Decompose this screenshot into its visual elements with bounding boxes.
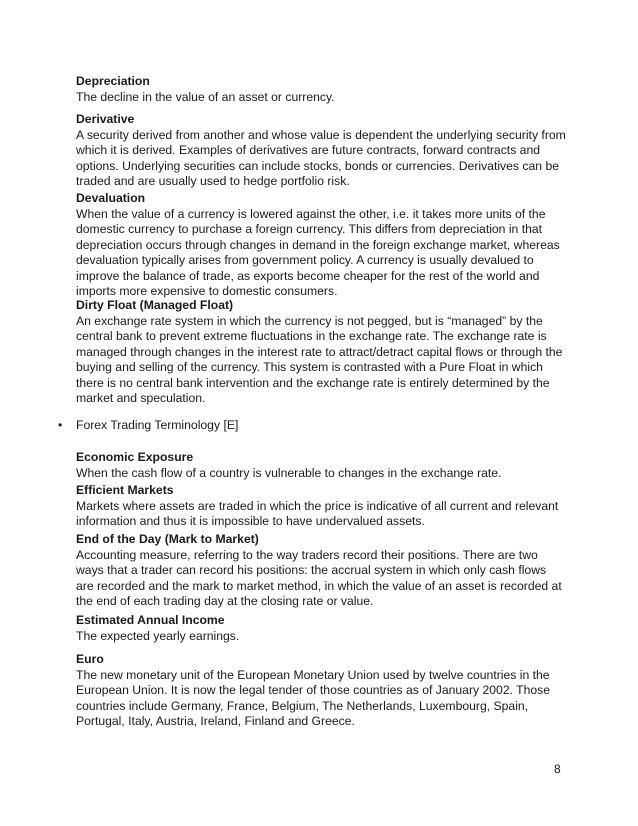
entry-term: Depreciation xyxy=(76,74,150,88)
entry-term: Economic Exposure xyxy=(76,450,194,464)
entry-term: Estimated Annual Income xyxy=(76,613,225,627)
entry-term: Euro xyxy=(76,652,104,666)
section-bullet xyxy=(58,418,238,434)
entry-term: Devaluation xyxy=(76,191,146,205)
entry-definition: Accounting measure, referring to the way traders record their positions. There are two ways that a trader can record his positions: the accrual system in which only cash flows are recorded and the mark to market method, in which the value of an asset is recorded at the end of each trading day at the closing rate or value. xyxy=(76,547,562,608)
section-heading: Forex Trading Terminology [E] xyxy=(76,418,239,432)
entry-definition: A security derived from another and whose value is dependent the underlying security from which it is derived. Examples of derivatives are future contracts, forward contracts and options. Underlying securities can include stocks, bonds or currencies. Derivatives can be traded and are usually used to hedge portfolio risk. xyxy=(76,127,566,188)
entry-term: Dirty Float (Managed Float) xyxy=(76,298,234,312)
entry-definition: The new monetary unit of the European Monetary Union used by twelve countries in the European Union. It is now the legal tender of those countries as of January 2002. Those countries include Germany, France, Belgium, The Netherlands, Luxembourg, Spain, Portugal, Italy, Austria, Ireland, Finland and Greece. xyxy=(76,667,551,728)
glossary-entry-depreciation xyxy=(76,74,566,105)
entry-definition: The decline in the value of an asset or currency. xyxy=(76,89,335,104)
glossary-entry-end-of-day xyxy=(76,532,566,610)
entry-term: Efficient Markets xyxy=(76,483,174,497)
glossary-entry-euro xyxy=(76,652,566,730)
glossary-entry-derivative xyxy=(76,112,566,190)
entry-definition: When the value of a currency is lowered against the other, i.e. it takes more units of the domestic currency to purchase a foreign currency. This differs from depreciation in that depreciation occurs through changes in demand in the foreign exchange market, whereas devaluation typically arises from government policy. A currency is usually devalued to improve the balance of trade, as exports become cheaper for the rest of the world and imports more expensive to domestic consumers. xyxy=(76,206,560,298)
entry-definition: Markets where assets are traded in which the price is indicative of all current and relevant information and thus it is impossible to have undervalued assets. xyxy=(76,498,559,528)
glossary-entry-dirty-float xyxy=(76,298,566,407)
glossary-entry-efficient-markets xyxy=(76,483,566,530)
entry-definition: The expected yearly earnings. xyxy=(76,628,240,643)
glossary-entry-economic-exposure xyxy=(76,450,566,481)
entry-term: Derivative xyxy=(76,112,135,126)
entry-definition: An exchange rate system in which the currency is not pegged, but is “managed” by the central bank to prevent extreme fluctuations in the exchange rate. The exchange rate is managed through changes in the interest rate to attract/detract capital flows or through the buying and selling of the currency. This system is contrasted with a Pure Float in which there is no central bank intervention and the exchange rate is entirely determined by the market and speculation. xyxy=(76,313,563,405)
bullet-icon: • xyxy=(58,418,63,432)
glossary-entry-estimated-annual-income xyxy=(76,613,566,644)
entry-term: End of the Day (Mark to Market) xyxy=(76,532,259,546)
glossary-entry-devaluation xyxy=(76,191,566,300)
entry-definition: When the cash flow of a country is vulnerable to changes in the exchange rate. xyxy=(76,465,502,480)
page-number: 8 xyxy=(554,762,561,776)
